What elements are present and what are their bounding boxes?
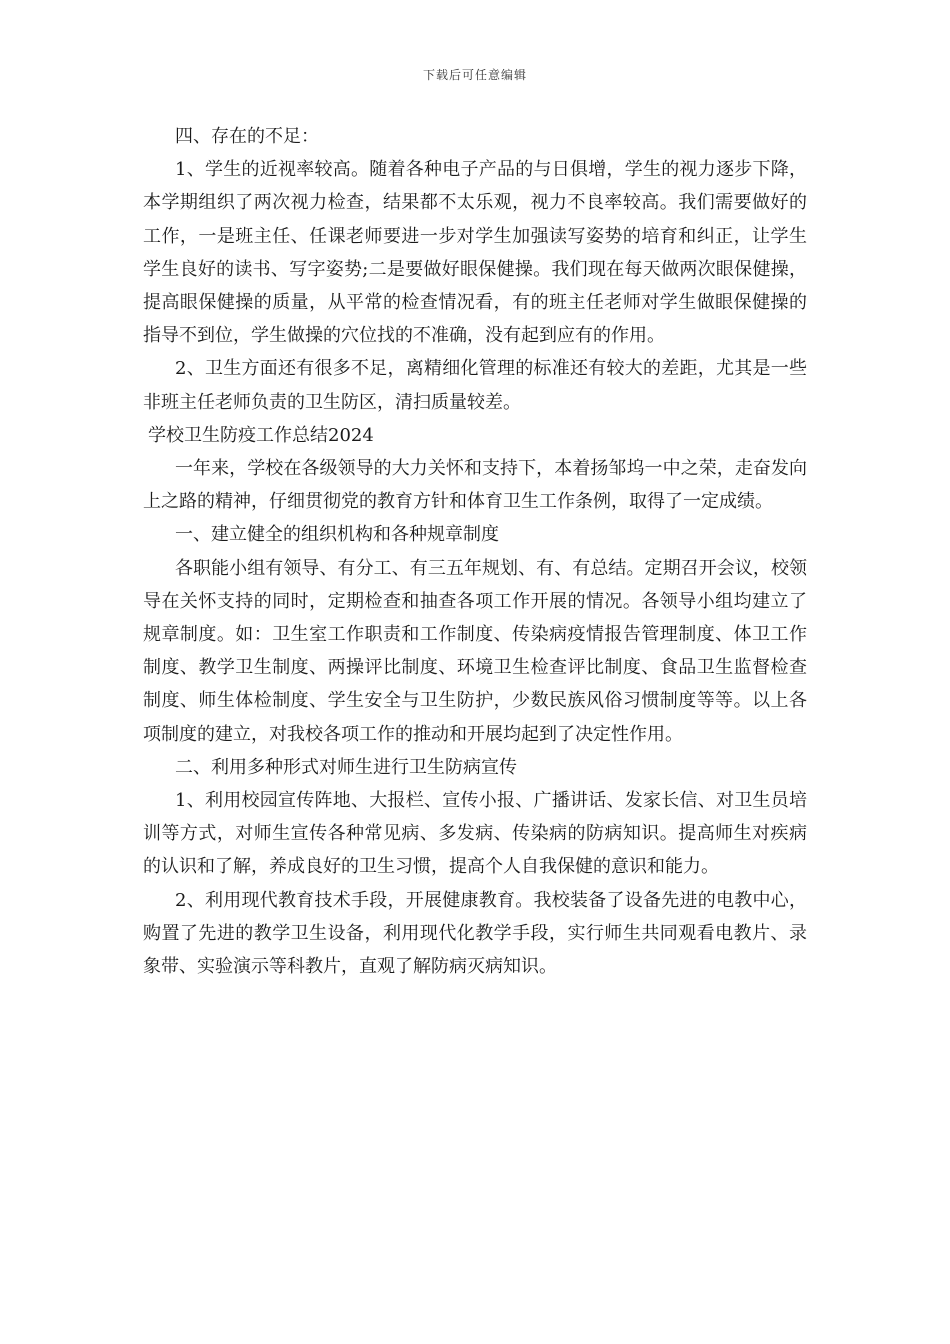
paragraph-publicity-channels: 1、利用校园宣传阵地、大报栏、宣传小报、广播讲话、发家长信、对卫生员培训等方式，对师生宣传各种常见病、多发病、传染病的防病知识。提高师生对疾病的认识和了解，养成良好的卫生习惯，提高个人自我保健的意识和能力。	[143, 790, 807, 878]
section-heading-shortcomings: 四、存在的不足：	[175, 126, 319, 147]
paragraph-myopia: 1、学生的近视率较高。随着各种电子产品的与日俱增，学生的视力逐步下降，本学期组织了两次视力检查，结果都不太乐观，视力不良率较高。我们需要做好的工作，一是班主任、任课老师要进一步对学生加强读写姿势的培育和纠正，让学生学生良好的读书、写字姿势;二是要做好眼保健操。我们现在每天做两次眼保健操，提高眼保健操的质量，从平常的检查情况看，有的班主任老师对学生做眼保健操的指导不到位，学生做操的穴位找的不准确，没有起到应有的作用。	[143, 159, 807, 347]
page-header-note: 下载后可任意编辑	[422, 68, 527, 82]
document-body	[143, 120, 807, 983]
document-title: 学校卫生防疫工作总结2024	[148, 424, 374, 446]
paragraph-modern-education: 2、利用现代教育技术手段，开展健康教育。我校装备了设备先进的电教中心，购置了先进的教学卫生设备，利用现代化教学手段，实行师生共同观看电教片、录象带、实验演示等科教片，直观了解防病灭病知识。	[143, 889, 807, 978]
paragraph-hygiene-gaps: 2、卫生方面还有很多不足，离精细化管理的标准还有较大的差距，尤其是一些非班主任老师负责的卫生防区，清扫质量较差。	[143, 358, 807, 413]
paragraph-intro: 一年来，学校在各级领导的大力关怀和支持下，本着扬邹坞一中之荣，走奋发向上之路的精神，仔细贯彻党的教育方针和体育卫生工作条例，取得了一定成绩。	[143, 458, 807, 513]
section-heading-publicity: 二、利用多种形式对师生进行卫生防病宣传	[175, 756, 517, 778]
section-heading-organization: 一、建立健全的组织机构和各种规章制度	[175, 524, 499, 546]
paragraph-regulations: 各职能小组有领导、有分工、有三五年规划、有、有总结。定期召开会议，校领导在关怀支持的同时，定期检查和抽查各项工作开展的情况。各领导小组均建立了规章制度。如：卫生室工作职责和工作制度、传染病疫情报告管理制度、体卫工作制度、教学卫生制度、两操评比制度、环境卫生检查评比制度、食品卫生监督检查制度、师生体检制度、学生安全与卫生防护，少数民族风俗习惯制度等等。以上各项制度的建立，对我校各项工作的推动和开展均起到了决定性作用。	[143, 557, 807, 745]
